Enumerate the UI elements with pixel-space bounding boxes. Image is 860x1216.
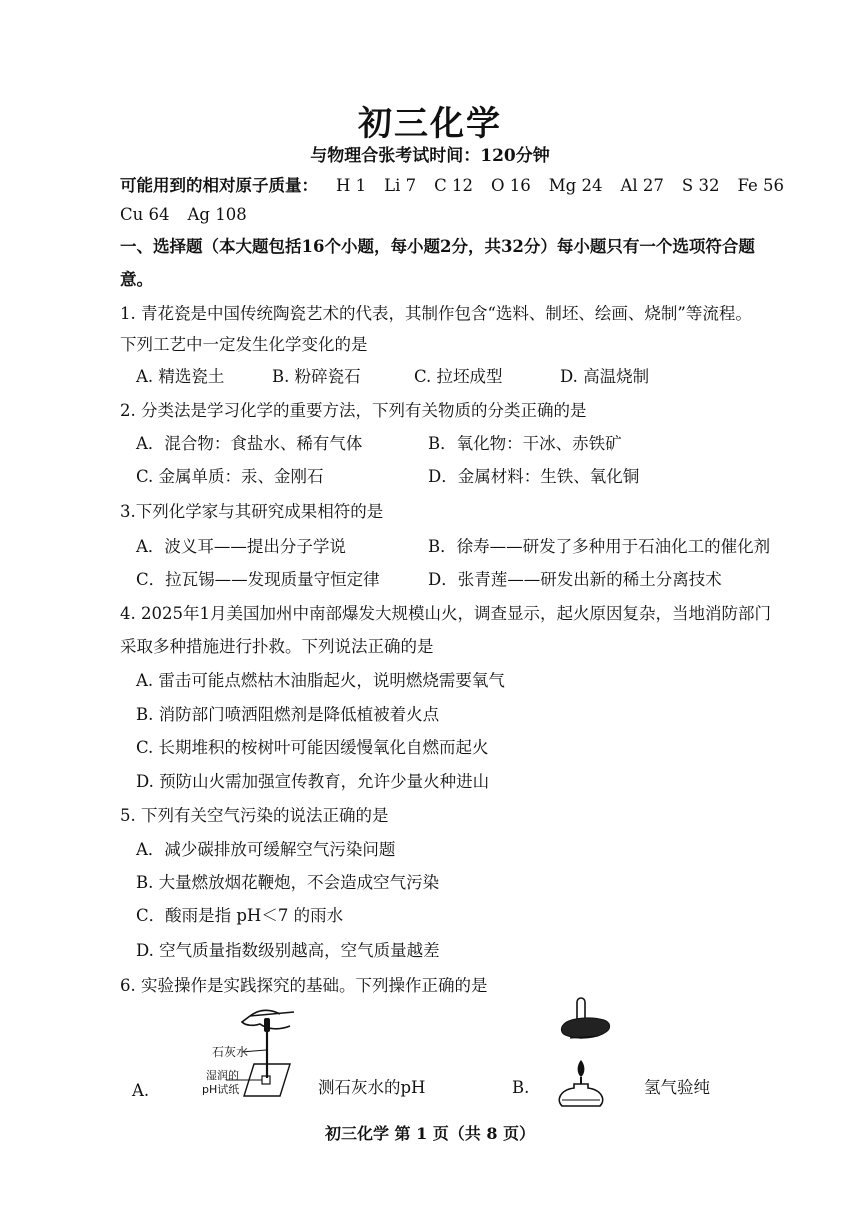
question-5-stem: 5. 下列有关空气污染的说法正确的是 [120, 806, 389, 825]
atomic-mass-item: Li 7 [384, 176, 417, 195]
q6-option-a-caption: 测石灰水的pH [318, 1078, 426, 1097]
q1-option-b: B. 粉碎瓷石 [272, 367, 361, 386]
question-4-stem: 4. 2025年1月美国加州中南部爆发大规模山火，调查显示，起火原因复杂，当地消防部门 [120, 604, 771, 623]
hydrogen-test-illustration [540, 994, 626, 1112]
atomic-masses-line1 [120, 176, 784, 196]
section-heading-cont: 意。 [120, 270, 153, 289]
atomic-mass-item: Al 27 [620, 176, 664, 195]
q3-option-c: C．拉瓦锡——发现质量守恒定律 [136, 570, 380, 589]
q3-option-d: D．张青莲——研发出新的稀土分离技术 [428, 570, 722, 589]
atomic-mass-item: C 12 [434, 176, 473, 195]
q2-option-a: A．混合物：食盐水、稀有气体 [136, 434, 363, 453]
question-1-stem: 1. 青花瓷是中国传统陶瓷艺术的代表，其制作包含“选料、制坯、绘画、烧制”等流程。 [120, 304, 752, 323]
atomic-masses-label: 可能用到的相对原子质量： [120, 176, 318, 195]
atomic-mass-item: O 16 [491, 176, 531, 195]
q4-option-a: A. 雷击可能点燃枯木油脂起火，说明燃烧需要氧气 [136, 671, 505, 690]
question-4-stem-cont: 采取多种措施进行扑救。下列说法正确的是 [120, 637, 434, 656]
ph-test-illustration [168, 1000, 308, 1110]
label-ph-paper: pH试纸 [202, 1083, 240, 1096]
question-1-stem-cont: 下列工艺中一定发生化学变化的是 [120, 335, 368, 354]
atomic-mass-item: H 1 [336, 176, 367, 195]
q3-option-b: B．徐寿——研发了多种用于石油化工的催化剂 [428, 537, 771, 556]
q5-option-d: D. 空气质量指数级别越高，空气质量越差 [136, 941, 440, 960]
question-2-stem: 2. 分类法是学习化学的重要方法，下列有关物质的分类正确的是 [120, 401, 587, 420]
atomic-mass-item: Ag 108 [187, 205, 247, 224]
q5-option-a: A．减少碳排放可缓解空气污染问题 [136, 840, 396, 859]
q6-option-a-letter: A. [132, 1081, 150, 1100]
label-wet: 湿润的 [206, 1069, 239, 1082]
question-6-stem: 6. 实验操作是实践探究的基础。下列操作正确的是 [120, 976, 488, 995]
q3-option-a: A．波义耳——提出分子学说 [136, 537, 346, 556]
exam-time-subtitle: 与物理合张考试时间：120分钟 [310, 146, 550, 166]
atomic-mass-item: S 32 [681, 176, 720, 195]
q5-option-b: B. 大量燃放烟花鞭炮，不会造成空气污染 [136, 873, 440, 892]
q6-option-b-letter: B. [512, 1078, 530, 1097]
q5-option-c: C．酸雨是指 pH＜7 的雨水 [136, 906, 344, 925]
q4-option-d: D. 预防山火需加强宣传教育，允许少量火种进山 [136, 772, 490, 791]
q6-option-b-caption: 氢气验纯 [644, 1078, 710, 1097]
q2-option-d: D．金属材料：生铁、氧化铜 [428, 467, 640, 486]
atomic-mass-item: Fe 56 [737, 176, 785, 195]
atomic-mass-item: Cu 64 [120, 205, 170, 224]
atomic-mass-item: Mg 24 [548, 176, 603, 195]
q4-option-c: C. 长期堆积的桉树叶可能因缓慢氧化自燃而起火 [136, 738, 489, 757]
q4-option-b: B. 消防部门喷洒阻燃剂是降低植被着火点 [136, 705, 440, 724]
question-3-stem: 3.下列化学家与其研究成果相符的是 [120, 502, 384, 521]
atomic-masses-line2 [120, 205, 247, 225]
page-footer: 初三化学 第 1 页（共 8 页） [324, 1124, 536, 1143]
section-heading: 一、选择题（本大题包括16个小题，每小题2分，共32分）每小题只有一个选项符合题 [120, 237, 755, 256]
label-limewater: 石灰水 [212, 1045, 249, 1059]
q2-option-c: C. 金属单质：汞、金刚石 [136, 467, 324, 486]
q1-option-a: A. 精选瓷土 [136, 367, 225, 386]
page-title: 初三化学 [358, 104, 502, 144]
q2-option-b: B．氧化物：干冰、赤铁矿 [428, 434, 622, 453]
q1-option-c: C. 拉坯成型 [414, 367, 503, 386]
q1-option-d: D. 高温烧制 [560, 367, 650, 386]
